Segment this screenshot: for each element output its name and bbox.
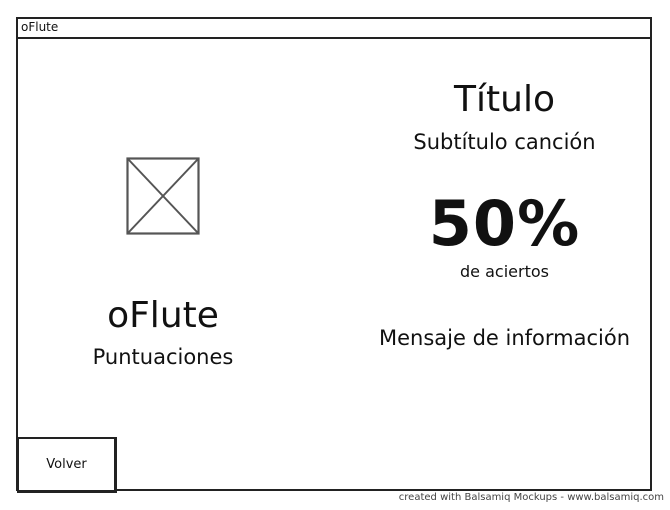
window-titlebar [18, 19, 650, 39]
scores-subtitle: Puntuaciones [92, 345, 234, 369]
score-label: de aciertos [460, 262, 549, 281]
window-title: oFlute [21, 20, 59, 34]
song-subtitle: Subtítulo canción [413, 130, 596, 154]
app-window [16, 17, 652, 491]
back-button[interactable]: Volver [17, 437, 117, 493]
image-placeholder-icon [126, 157, 200, 235]
balsamiq-credit: created with Balsamiq Mockups - www.balsamiq.com [398, 492, 664, 503]
info-message: Mensaje de información [378, 326, 631, 350]
score-percentage: 50% [428, 187, 581, 260]
app-name: oFlute [107, 295, 219, 336]
song-title: Título [454, 79, 555, 120]
